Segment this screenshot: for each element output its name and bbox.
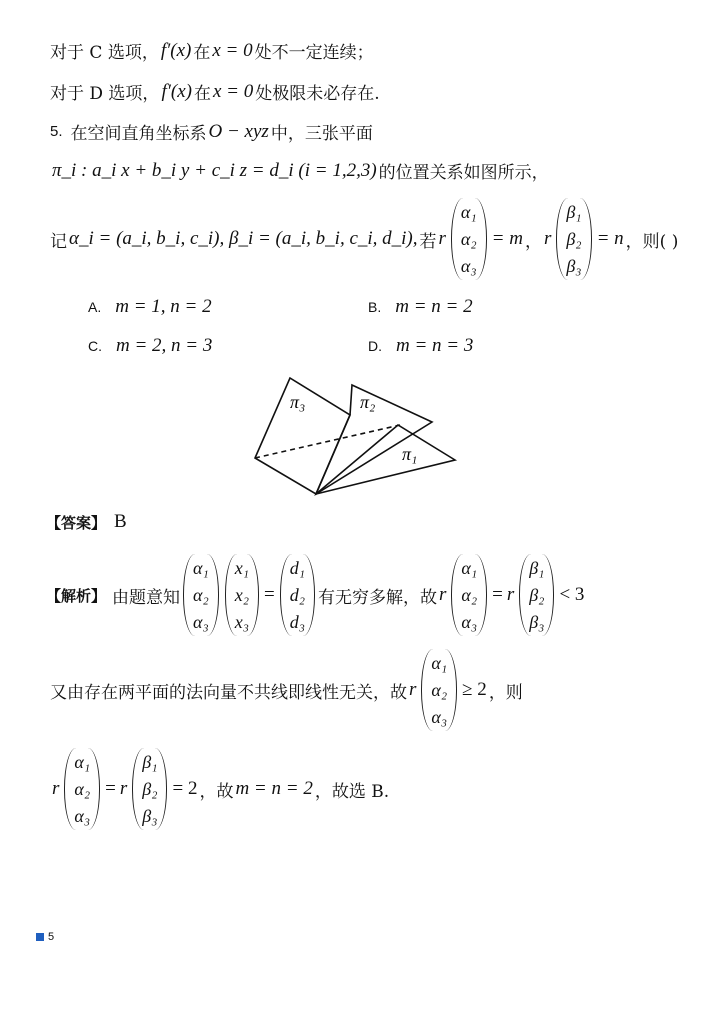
answer-tag: 【答案】 — [46, 514, 107, 532]
math: x = 0 — [212, 39, 253, 61]
text: ，则 — [488, 682, 523, 703]
math: = — [263, 584, 275, 605]
label-pi1: π₁ — [402, 444, 418, 464]
entry: α₁ — [74, 752, 91, 772]
page-number-text: 5 — [48, 931, 55, 943]
text: 在 — [193, 43, 211, 63]
option-b — [368, 296, 475, 318]
math: m = n = 2 — [235, 778, 313, 799]
entry: d₃ — [289, 612, 305, 632]
text: 若 — [419, 231, 437, 252]
alpha-vector — [421, 649, 457, 731]
question-5-line3 — [50, 198, 678, 280]
entry: β₂ — [142, 779, 158, 799]
math: r — [409, 679, 417, 700]
text: 又由存在两平面的法向量不共线即线性无关，故 — [50, 682, 407, 703]
text: 处极限未必存在. — [255, 84, 380, 104]
math: r — [438, 228, 446, 249]
math: π_i : a_i x + b_i y + c_i z = d_i (i = 1,2,3) — [52, 159, 377, 181]
alpha-vector — [64, 748, 100, 830]
math: = — [492, 584, 503, 605]
math: = 2 — [172, 778, 198, 799]
analysis-line3 — [50, 748, 389, 830]
option-d — [368, 335, 475, 357]
answer-value: B — [114, 511, 127, 532]
text: 在空间直角坐标系 — [70, 124, 207, 144]
page-number — [36, 931, 54, 943]
label-pi3: π₃ — [290, 392, 306, 412]
text: ，故 — [199, 781, 234, 802]
entry: β₁ — [529, 558, 545, 578]
entry: α₁ — [460, 202, 477, 222]
entry: α₃ — [460, 256, 477, 276]
question-number: 5. — [50, 123, 63, 140]
option-text: m = n = 3 — [396, 335, 474, 356]
option-label: A. — [88, 299, 102, 315]
math: f′(x) — [160, 39, 192, 61]
entry: β₃ — [142, 806, 158, 826]
d-option-line — [50, 79, 380, 104]
analysis-line1 — [46, 554, 586, 636]
math: r — [543, 228, 552, 249]
answer-line — [46, 511, 129, 533]
math: = n — [596, 228, 624, 249]
math: f′(x) — [161, 80, 192, 102]
c-option-line — [50, 38, 374, 63]
text: 对于 D 选项， — [50, 84, 160, 104]
text: 记 — [50, 231, 67, 252]
entry: β₂ — [529, 585, 545, 605]
entry: x₂ — [234, 585, 249, 605]
entry: α₂ — [461, 585, 478, 605]
entry: α₂ — [193, 585, 209, 605]
entry: β₁ — [142, 752, 158, 772]
text: 在 — [193, 84, 211, 104]
math: α_i = (a_i, b_i, c_i), β_i = (a_i, b_i, c_i, d_i), — [69, 228, 418, 249]
analysis-tag: 【解析】 — [46, 587, 107, 605]
plane-pi1 — [316, 425, 455, 494]
beta-vector — [519, 554, 554, 636]
option-text: m = n = 2 — [395, 296, 473, 317]
alpha-vector — [183, 554, 219, 636]
math: = — [105, 778, 116, 799]
option-label: D. — [368, 338, 382, 354]
entry: α₃ — [461, 612, 478, 632]
beta-vector — [556, 198, 591, 280]
math: = m — [491, 228, 523, 249]
option-a — [88, 296, 214, 318]
entry: α₃ — [74, 806, 91, 826]
d-vector — [280, 554, 315, 636]
math: ≥ 2 — [462, 679, 487, 700]
entry: β₁ — [566, 202, 582, 222]
text: 的位置关系如图所示， — [378, 163, 549, 183]
entry: α₂ — [431, 680, 448, 700]
text: ，则( ) — [625, 231, 679, 252]
label-pi2: π₂ — [360, 392, 376, 412]
question-5-line2 — [50, 158, 549, 183]
entry: β₃ — [566, 256, 582, 276]
entry: x₁ — [234, 558, 249, 578]
entry: α₂ — [460, 229, 477, 249]
entry: x₃ — [234, 612, 249, 632]
question-5-line1 — [50, 119, 373, 144]
entry: β₂ — [566, 229, 582, 249]
entry: β₃ — [529, 612, 545, 632]
entry: α₁ — [461, 558, 478, 578]
math: r — [119, 778, 128, 799]
entry: α₂ — [74, 779, 91, 799]
option-text: m = 2, n = 3 — [116, 335, 213, 356]
entry: α₁ — [431, 653, 448, 673]
alpha-vector — [451, 198, 487, 280]
math: x = 0 — [212, 80, 254, 102]
option-label: C. — [88, 338, 102, 354]
analysis-line2 — [50, 649, 523, 731]
text: 处不一定连续； — [254, 43, 374, 63]
math: r — [506, 584, 515, 605]
math: r — [438, 584, 447, 605]
page-marker-square-icon — [36, 933, 44, 941]
math: < 3 — [559, 584, 585, 605]
entry: d₁ — [289, 558, 305, 578]
option-c — [88, 335, 214, 357]
option-text: m = 1, n = 2 — [115, 296, 212, 317]
alpha-vector — [451, 554, 487, 636]
math: r — [52, 778, 60, 799]
text: ， — [524, 231, 542, 252]
text: 由题意知 — [112, 587, 181, 608]
entry: α₁ — [193, 558, 209, 578]
entry: d₂ — [289, 585, 305, 605]
text: 中，三张平面 — [270, 124, 373, 144]
option-label: B. — [368, 299, 382, 315]
three-planes-figure — [240, 370, 470, 500]
entry: α₃ — [431, 707, 448, 727]
beta-vector — [132, 748, 167, 830]
entry: α₃ — [193, 612, 209, 632]
text: 对于 C 选项， — [50, 43, 159, 63]
x-vector — [225, 554, 259, 636]
math: O − xyz — [208, 120, 269, 142]
text: ，故选 B. — [314, 781, 390, 802]
text: 有无穷多解，故 — [317, 587, 437, 608]
